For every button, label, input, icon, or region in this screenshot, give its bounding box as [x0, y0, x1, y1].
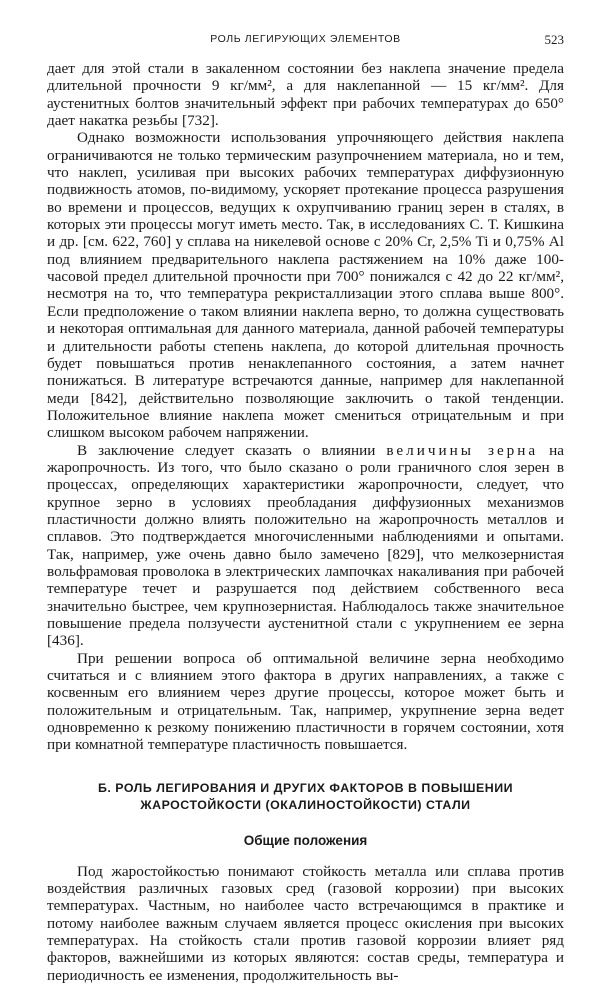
section-heading-line-2: ЖАРОСТОЙКОСТИ (ОКАЛИНОСТОЙКОСТИ) СТАЛИ: [140, 797, 471, 812]
paragraph-text: В заключение следует сказать о влиянии: [77, 441, 387, 459]
paragraph-text: на жаропрочность. Из того, что было сказано о роли граничного слоя зерен в процессах, определяющих характеристики жаропрочности, следует, что крупное зерно в условиях преобладания диффузионных механизмов пластичности должно влиять положительно на жаропрочность металлов и сплавов. Это подтверждается многочисленными наблюдениями и опытами. Так, например, уже очень давно было замечено [829], что мелкозернистая вольфрамовая проволока в электрических лампочках накаливания при рабочей температуре течет и разрушается под действием собственного веса значительно быстрее, чем крупнозернистая. Наблюдалось также значительное повышение предела ползучести аустенитной стали с укрупнением ее зерна [436].: [47, 441, 564, 650]
paragraph-heat-resistance-definition: Под жаростойкостью понимают стойкость металла или сплава против воздействия различных газовых сред (газовой коррозии) при высоких температурах. Частным, но наиболее часто встречающимся в практике и потому наиболее важным случаем является процесс окисления при высоких температурах. На стойкость стали против газовой коррозии влияет ряд факторов, важнейшими из которых являются: состав среды, температура и периодичность ее изменения, продолжительность вы-: [47, 862, 564, 984]
page-body: [47, 60, 564, 984]
paragraph-work-hardening-limits: Однако возможности использования упрочняющего действия наклепа ограничиваются не только термическим разупрочнением материала, но и тем, что наклеп, усиливая при высоких рабочих температурах диффузионную подвижность атомов, по-видимому, ускоряет протекание процесса разрушения во времени и процессов, ведущих к охрупчиванию границ зерен в сталях, в которых эти процессы могут иметь место. Так, в исследованиях С. Т. Кишкина и др. [см. 622, 760] у сплава на никелевой основе с 20% Cr, 2,5% Ti и 0,75% Al под влиянием предварительного наклепа растяжением на 10% даже 100-часовой предел длительной прочности при 700° понижался с 42 до 22 кг/мм², несмотря на то, что температура рекристаллизации этого сплава выше 800°. Если предположение о таком влиянии наклепа верно, то должна существовать и некоторая оптимальная для данного материала, данной рабочей температуры и длительности работы степень наклепа, до которой длительная прочность будет повышаться против ненаклепанного состояния, а затем начнет понижаться. В литературе встречаются данные, например для наклепанной меди [842], действительно позволяющие заключить о такой тенденции. Положительное влияние наклепа может смениться отрицательным и при слишком высоком рабочем напряжении.: [47, 129, 564, 442]
paragraph-continuation: дает для этой стали в закаленном состоянии без наклепа значение предела длительной прочности 9 кг/мм², а для наклепанной — 15 кг/мм². Для аустенитных болтов значительный эффект при рабочих температурах до 650° дает накатка резьбы [732].: [47, 60, 564, 130]
paragraph-grain-size: [47, 442, 564, 650]
section-heading: [47, 780, 564, 814]
subsection-heading: Общие положения: [243, 832, 368, 848]
running-head: [47, 32, 564, 48]
section-heading-line-1: Б. РОЛЬ ЛЕГИРОВАНИЯ И ДРУГИХ ФАКТОРОВ В ПОВЫШЕНИИ: [97, 780, 514, 795]
paragraph-optimal-grain: При решении вопроса об оптимальной величине зерна необходимо считаться и с влиянием этого фактора в других направлениях, а также с косвенным его влиянием через другие процессы, которое может быть и положительным и отрицательным. Так, например, укрупнение зерна ведет одновременно к резкому понижению пластичности в горячем состоянии, хотя при комнатной температуре пластичность повышается.: [47, 649, 564, 754]
page-number: 523: [544, 32, 564, 47]
running-head-title: РОЛЬ ЛЕГИРУЮЩИХ ЭЛЕМЕНТОВ: [210, 33, 401, 45]
spaced-emphasis: величины зерна: [386, 441, 539, 459]
